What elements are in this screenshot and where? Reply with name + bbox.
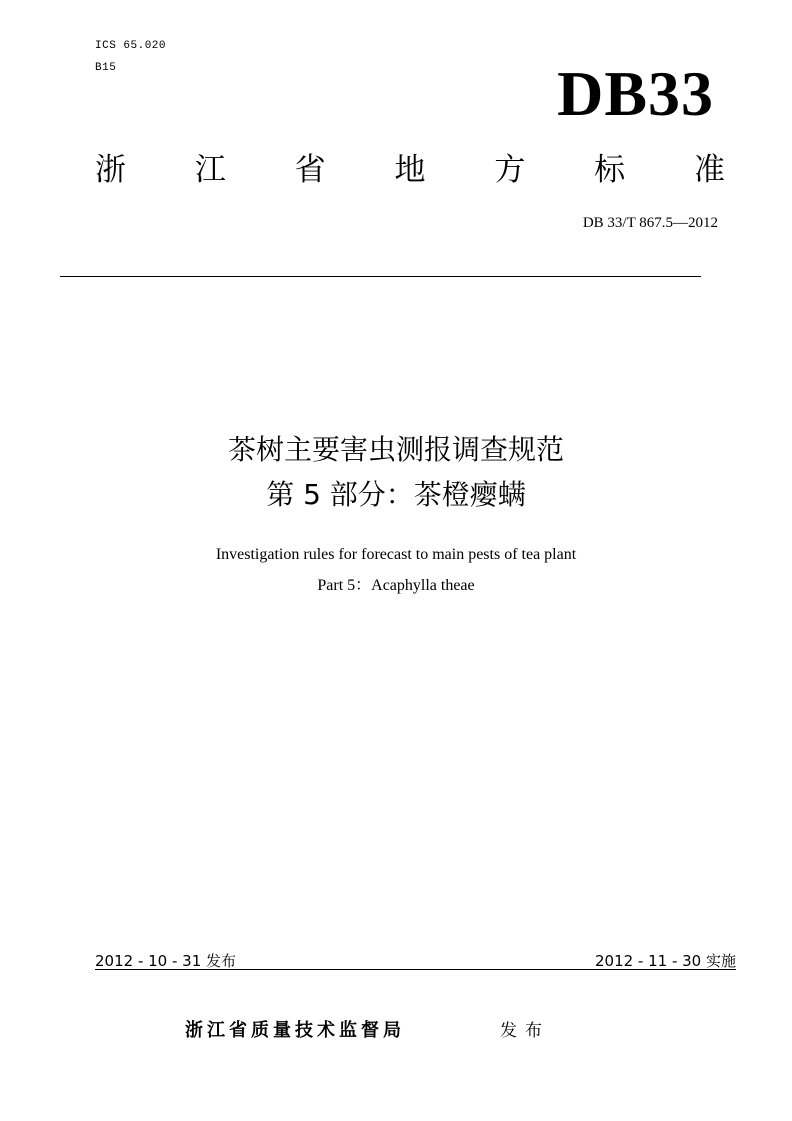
standard-number: DB 33/T 867.5—2012 (582, 215, 718, 231)
standard-type-char: 准 (693, 152, 725, 188)
subtitle-en: Part 5：Acaphylla theae (317, 577, 475, 594)
title-cn: 茶树主要害虫测报调查规范 (227, 433, 564, 466)
issuer: 浙江省质量技术监督局 (185, 1020, 405, 1041)
standard-type-char: 浙 (95, 152, 126, 188)
ics-code: ICS 65.020 (95, 40, 167, 52)
standard-type-char: 地 (394, 152, 426, 188)
bottom-divider (95, 969, 736, 970)
issue-date: 2012 - 10 - 31 发布 (95, 952, 237, 970)
standard-type-char: 省 (294, 152, 326, 188)
ccs-code: B15 (95, 62, 117, 74)
db-logo: DB33 (557, 58, 714, 129)
issue-word: 发布 (500, 1021, 550, 1041)
standard-type (95, 152, 725, 189)
standard-type-char: 江 (194, 152, 226, 188)
top-divider (60, 276, 701, 277)
implementation-date: 2012 - 11 - 30 实施 (594, 952, 736, 970)
title-en: Investigation rules for forecast to main pests of tea plant (215, 546, 577, 563)
standard-type-char: 方 (494, 152, 526, 188)
subtitle-cn: 第 5 部分：茶橙瘿螨 (266, 478, 526, 511)
standard-type-char: 标 (594, 152, 626, 188)
